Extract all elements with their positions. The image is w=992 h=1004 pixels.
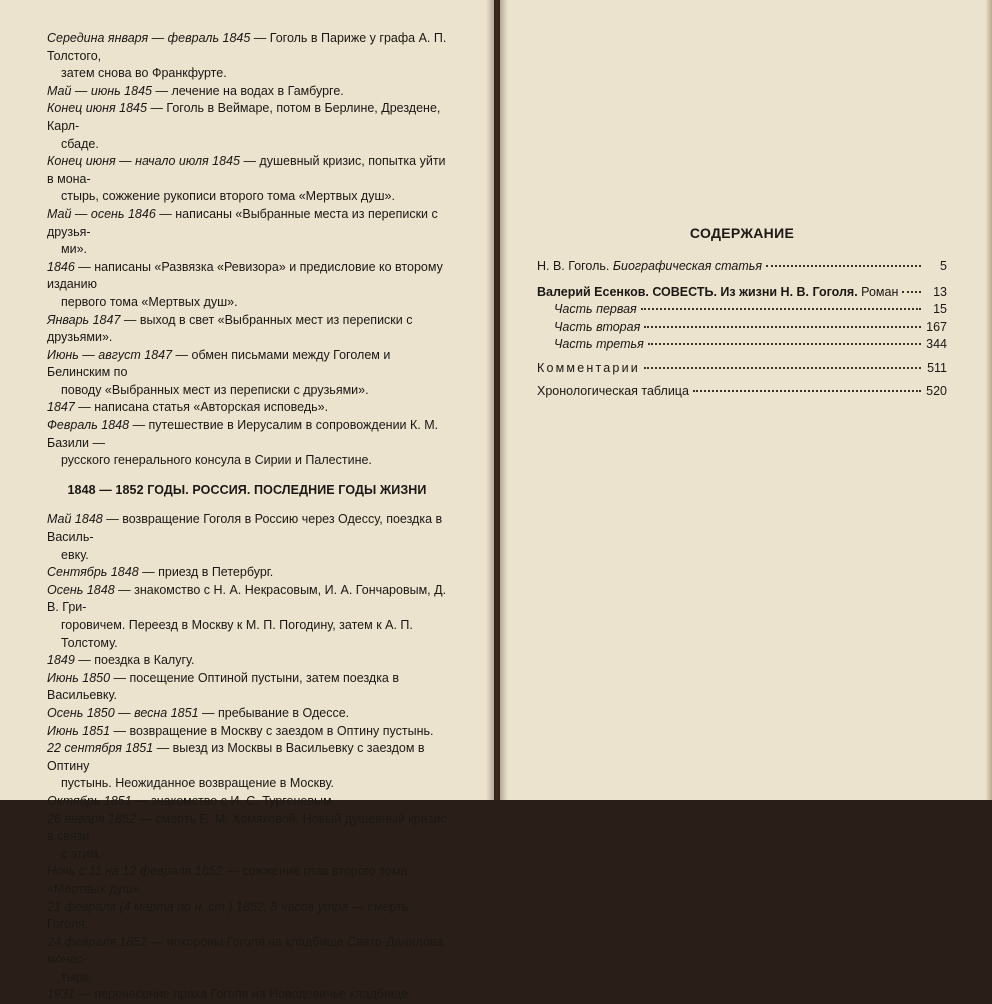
toc-dots xyxy=(641,308,921,310)
entry-date: Конец июня 1845 xyxy=(47,101,147,116)
entry-text: — выезд из Москвы в Васильевку с заездом в Оптину xyxy=(47,741,425,773)
entry-text: — путешествие в Иерусалим в сопровождении К. М. Базили — xyxy=(47,418,439,450)
toc-dots xyxy=(766,265,921,267)
entry-date: Сентябрь 1848 xyxy=(47,565,139,580)
entry-text: — смерть Гоголя. xyxy=(47,899,409,932)
entry-text: — душевный кризис, попытка уйти в мона- xyxy=(47,154,446,186)
toc-dots xyxy=(648,343,921,345)
entry-date: Январь 1847 xyxy=(47,312,121,327)
chronology-entry xyxy=(47,863,447,898)
entry-continuation: с этим. xyxy=(61,846,102,861)
entry-date: 1849 xyxy=(47,653,75,668)
entries-before xyxy=(47,30,447,470)
entry-date: 24 февраля 1852 xyxy=(47,934,148,949)
toc-page: 511 xyxy=(927,360,947,375)
entry-text: — знакомство с Н. А. Некрасовым, И. А. Гончаровым, Д. В. Гри- xyxy=(47,582,447,615)
chronology-entry xyxy=(47,564,447,582)
entry-date: 1931 xyxy=(47,987,75,1002)
toc-dots xyxy=(902,291,921,293)
entry-text: — перенесение праха Гоголя на Новодевичье кладбище. xyxy=(74,987,412,1002)
chronology-entry xyxy=(47,347,447,400)
entry-continuation: пустынь. Неожиданное возвращение в Москву. xyxy=(61,776,334,791)
chronology-entry xyxy=(47,986,447,1004)
toc-item-biography[interactable] xyxy=(537,259,947,277)
entry-date: Осень 1848 xyxy=(47,582,115,597)
entry-text: — похороны Гоголя на кладбище Свято-Данилова монас- xyxy=(47,934,444,967)
entries-after xyxy=(47,511,447,1004)
entry-date: 22 сентября 1851 xyxy=(47,741,154,756)
toc-part-label: Часть третья xyxy=(554,337,644,351)
entry-date: Июнь — август 1847 xyxy=(47,347,173,362)
entry-continuation: поводу «Выбранных мест из переписки с друзьями». xyxy=(61,382,369,397)
entry-continuation: сбаде. xyxy=(61,136,99,151)
entry-continuation: первого тома «Мертвых душ». xyxy=(61,294,238,309)
chronology-text xyxy=(47,30,447,1004)
chronology-entry xyxy=(47,100,447,153)
chronology-entry xyxy=(47,83,447,101)
chronology-entry xyxy=(47,811,447,864)
chronology-entry xyxy=(47,511,447,564)
chronology-entry xyxy=(47,793,447,811)
chronology-entry xyxy=(47,740,447,793)
toc-item-title: Биографическая статья xyxy=(612,259,763,273)
entry-text: — возвращение Гоголя в Россию через Одессу, поездка в Василь- xyxy=(47,512,443,545)
entry-date: Май — июнь 1845 xyxy=(47,83,152,98)
entry-date: Май — осень 1846 xyxy=(47,206,156,221)
entry-date: Ночь с 11 на 12 февраля 1852 xyxy=(47,864,223,879)
chronology-entry xyxy=(47,723,447,741)
toc-novel-title: Валерий Есенков. СОВЕСТЬ. Из жизни Н. В. Гоголя. xyxy=(537,284,858,299)
toc-item-novel[interactable] xyxy=(537,285,947,303)
toc-page: 520 xyxy=(926,384,947,398)
entry-text: — выход в свет «Выбранных мест из переписки с друзьями». xyxy=(47,312,413,345)
entry-text: — Гоголь в Веймаре, потом в Берлине, Дрездене, Карл- xyxy=(47,101,441,133)
entry-date: 26 января 1852 xyxy=(47,811,136,826)
entry-date: Июнь 1850 xyxy=(47,670,111,685)
entry-continuation: русского генерального консула в Сирии и Палестине. xyxy=(61,453,372,468)
entry-text: — лечение на водах в Гамбурге. xyxy=(152,83,344,98)
entry-continuation: тыря. xyxy=(61,969,93,984)
chronology-entry xyxy=(47,399,447,417)
entry-date: Октябрь 1851 xyxy=(47,793,132,808)
entry-date: 21 февраля (4 марта по н. ст.) 1852, 8 часов утра xyxy=(47,899,349,914)
entry-continuation: ми». xyxy=(61,242,88,257)
entry-date: Февраль 1848 xyxy=(47,418,130,433)
chronology-entry xyxy=(47,417,447,470)
toc-item-part-2[interactable] xyxy=(537,320,947,338)
entry-continuation: затем снова во Франкфурте. xyxy=(61,66,227,81)
entry-date: 1846 xyxy=(47,259,75,274)
chronology-entry xyxy=(47,652,447,670)
toc-page: 15 xyxy=(933,302,947,316)
toc-page: 5 xyxy=(940,259,947,273)
entry-text: — сожжение глав второго тома «Мертвых душ». xyxy=(47,864,408,896)
chronology-entry xyxy=(47,259,447,312)
entry-date: Май 1848 xyxy=(47,512,103,527)
entry-continuation: стырь, сожжение рукописи второго тома «Мертвых душ». xyxy=(61,189,395,204)
toc-comments-label: Комментарии xyxy=(537,360,640,375)
toc-item-comments[interactable] xyxy=(537,361,947,379)
entry-text: — возвращение в Москву с заездом в Оптину пустынь. xyxy=(110,723,434,738)
toc-item-chronology[interactable] xyxy=(537,384,947,402)
section-heading: 1848 — 1852 ГОДЫ. РОССИЯ. ПОСЛЕДНИЕ ГОДЫ ЖИЗНИ xyxy=(67,482,427,497)
entry-text: — посещение Оптиной пустыни, затем поездка в Васильевку. xyxy=(47,670,400,703)
entry-date: Осень 1850 — весна 1851 xyxy=(47,705,199,720)
toc-item-part-3[interactable] xyxy=(537,337,947,355)
entry-continuation: горовичем. Переезд в Москву к М. П. Погодину, затем к А. П. Толстому. xyxy=(61,618,413,650)
chronology-entry xyxy=(47,899,447,934)
entry-continuation: евку. xyxy=(61,547,89,562)
chronology-entry xyxy=(47,30,447,83)
entry-text: — написаны «Выбранные места из переписки с друзья- xyxy=(47,206,438,239)
toc-dots xyxy=(644,326,921,328)
entry-text: — написана статья «Авторская исповедь». xyxy=(74,400,329,415)
toc-dots xyxy=(644,367,921,369)
toc-item-part-1[interactable] xyxy=(537,302,947,320)
toc-author: Н. В. Гоголь. xyxy=(537,259,613,273)
toc-page: 344 xyxy=(926,337,947,351)
toc-chronology-label: Хронологическая таблица xyxy=(537,384,689,398)
entry-text: — обмен письмами между Гоголем и Белинским по xyxy=(47,347,391,380)
page-edge xyxy=(986,0,992,800)
toc-page: 167 xyxy=(926,319,947,334)
entry-text: — смерть Е. М. Хомяковой. Новый душевный кризис в связи xyxy=(47,811,447,844)
toc-novel-suffix: Роман xyxy=(857,284,899,299)
entry-text: — знакомство с И. С. Тургеневым. xyxy=(131,793,336,808)
toc-title: СОДЕРЖАНИЕ xyxy=(689,225,795,241)
entry-text: — поездка в Калугу. xyxy=(74,653,195,668)
entry-date: Июнь 1851 xyxy=(47,723,111,738)
entry-text: — пребывание в Одессе. xyxy=(198,705,350,720)
chronology-entry xyxy=(47,582,447,652)
entry-date: Середина января — февраль 1845 xyxy=(47,31,251,45)
chronology-entry xyxy=(47,153,447,206)
table-of-contents xyxy=(537,225,947,402)
entry-text: — приезд в Петербург. xyxy=(138,565,274,580)
entry-text: — Гоголь в Париже у графа А. П. Толстого, xyxy=(47,31,447,63)
toc-part-label: Часть первая xyxy=(554,302,637,316)
chronology-entry xyxy=(47,670,447,705)
chronology-entry xyxy=(47,312,447,347)
chronology-entry xyxy=(47,705,447,723)
entry-date: 1847 xyxy=(47,400,75,415)
chronology-entry xyxy=(47,206,447,259)
book-spine xyxy=(486,0,508,800)
chronology-entry xyxy=(47,934,447,987)
toc-page: 13 xyxy=(933,284,947,299)
entry-text: — написаны «Развязка «Ревизора» и предисловие ко второму изданию xyxy=(47,259,443,292)
entry-date: Конец июня — начало июля 1845 xyxy=(47,154,240,169)
toc-dots xyxy=(693,390,921,392)
toc-part-label: Часть вторая xyxy=(554,319,641,334)
